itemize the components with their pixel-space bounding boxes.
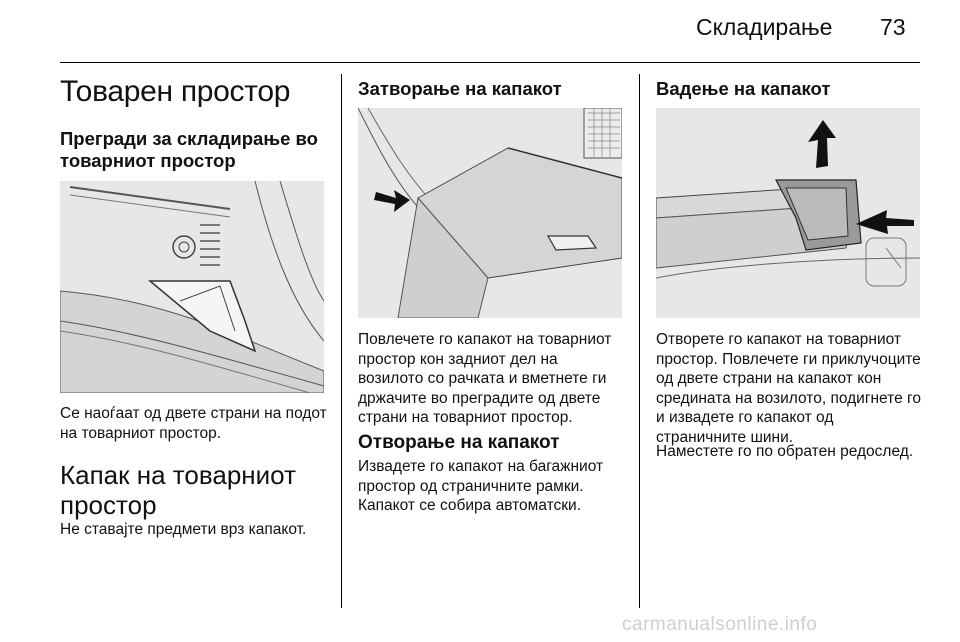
- body-opening-cover: Извадете го капакот на багажниот простор од страничните рамки. Капакот се собира автоматски.: [358, 458, 604, 514]
- column-divider-2: [639, 74, 640, 608]
- figure-removing-cover: [656, 108, 920, 318]
- figure-closing-cover: [358, 108, 622, 318]
- body-reinstall: Наместете го по обратен редослед.: [656, 443, 914, 460]
- page-number: 73: [880, 14, 906, 40]
- header-divider: [60, 62, 920, 63]
- running-header-title: Складирање: [696, 14, 833, 40]
- subsection-title: Прегради за складирање во товарниот простор: [60, 128, 318, 171]
- figure-storage-compartment: [60, 181, 324, 393]
- watermark: carmanualsonline.info: [622, 614, 818, 635]
- column-divider-1: [341, 74, 342, 608]
- figure-caption: Се наоѓаат од двете страни на подот на товарниот простор.: [60, 405, 327, 442]
- heading-closing-cover: Затворање на капакот: [358, 78, 562, 99]
- body-closing-cover: Повлечете го капакот на товарниот простор кон задниот дел на возилото со рачката и вметнете ги држачите во преградите од двете страни на товарниот простор.: [358, 331, 612, 426]
- section-title: Товарен простор: [60, 75, 291, 108]
- heading-removing-cover: Вадење на капакот: [656, 78, 831, 99]
- heading-opening-cover: Отворање на капакот: [358, 432, 560, 453]
- body-removing-cover: Отворете го капакот на товарниот простор. Повлечете ги приклучоците од двете страни на капакот кон средината на возилото, подигнете го и извадете го капакот од страничните шини.: [656, 331, 921, 446]
- heading-cargo-cover: Капак на товарниот простор: [60, 460, 296, 520]
- body-cargo-cover: Не ставајте предмети врз капакот.: [60, 521, 307, 538]
